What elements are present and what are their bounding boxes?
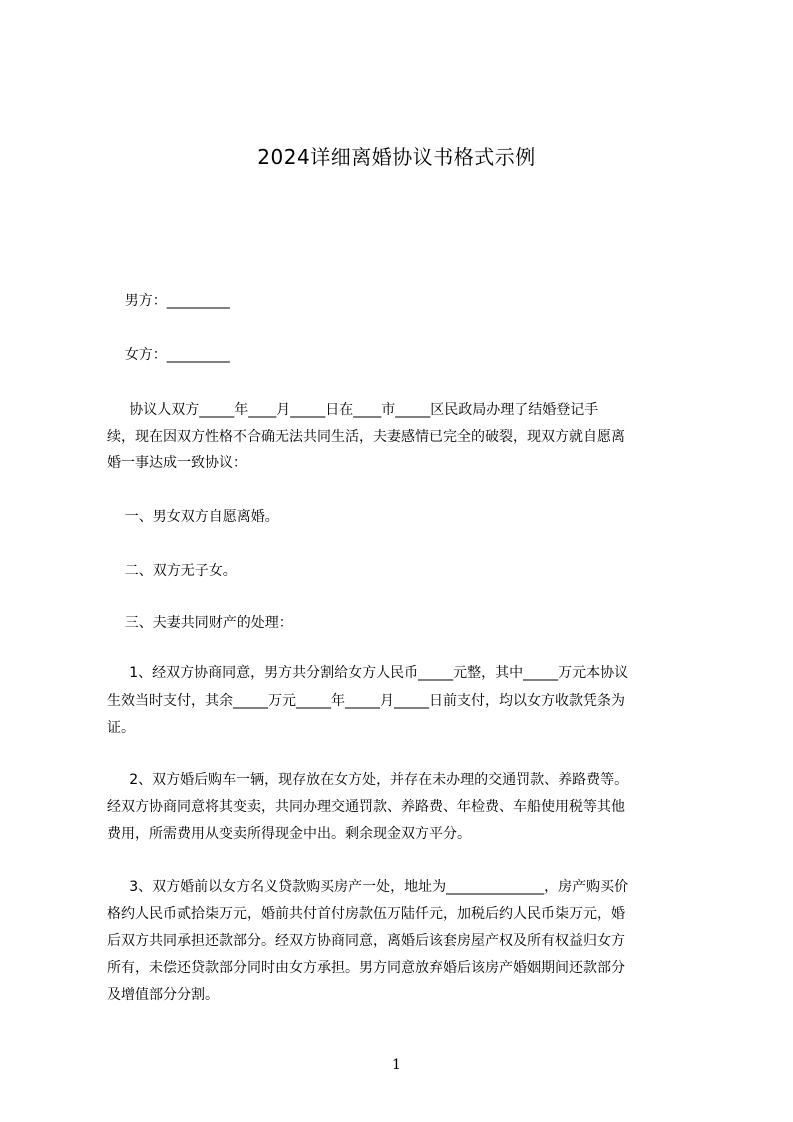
property-item-2-line-1: 2、双方婚后购车一辆，现存放在女方处，并存在未办理的交通罚款、养路费等。 [107, 772, 629, 788]
property-item-3-line-3: 后双方共同承担还款部分。经双方协商同意，离婚后该套房屋产权及所有权益归女方 [107, 933, 625, 949]
property-item-1-line-2: 生效当时支付，其余_____万元_____年_____月_____日前支付，均以女方收款凭条为 [107, 693, 625, 709]
page-number: 1 [392, 1057, 401, 1073]
property-item-1-line-3: 证。 [107, 720, 135, 736]
female-party-line: 女方：_________ [107, 347, 230, 363]
property-item-2-line-3: 费用，所需费用从变卖所得现金中出。剩余现金双方平分。 [107, 826, 471, 842]
intro-paragraph-line-3: 婚一事达成一致协议： [107, 455, 247, 471]
property-item-3-line-2: 格约人民币贰拾柒万元，婚前共付首付房款伍万陆仟元，加税后约人民币柒万元，婚 [107, 906, 625, 922]
clause-2-no-children: 二、双方无子女。 [107, 563, 237, 579]
property-item-3-line-1: 3、双方婚前以女方名义贷款购买房产一处，地址为______________，房产购买价 [107, 879, 629, 895]
property-item-3-line-5: 及增值部分分割。 [107, 987, 219, 1003]
clause-1-voluntary-divorce: 一、男女双方自愿离婚。 [107, 509, 279, 525]
property-item-2-line-2: 经双方协商同意将其变卖，共同办理交通罚款、养路费、年检费、车船使用税等其他 [107, 799, 625, 815]
property-item-3-line-4: 所有，未偿还贷款部分同时由女方承担。男方同意放弃婚后该房产婚姻期间还款部分 [107, 960, 625, 976]
male-party-line: 男方：_________ [107, 293, 230, 309]
document-title: 2024详细离婚协议书格式示例 [257, 145, 536, 169]
clause-3-property-heading: 三、夫妻共同财产的处理： [107, 615, 293, 631]
intro-paragraph-line-1: 协议人双方_____年____月_____日在____市_____区民政局办理了结婚登记手 [107, 402, 599, 418]
property-item-1-line-1: 1、经双方协商同意，男方共分割给女方人民币_____元整，其中_____万元本协议 [107, 665, 629, 681]
intro-paragraph-line-2: 续，现在因双方性格不合确无法共同生活，夫妻感情已完全的破裂，现双方就自愿离 [107, 429, 625, 445]
